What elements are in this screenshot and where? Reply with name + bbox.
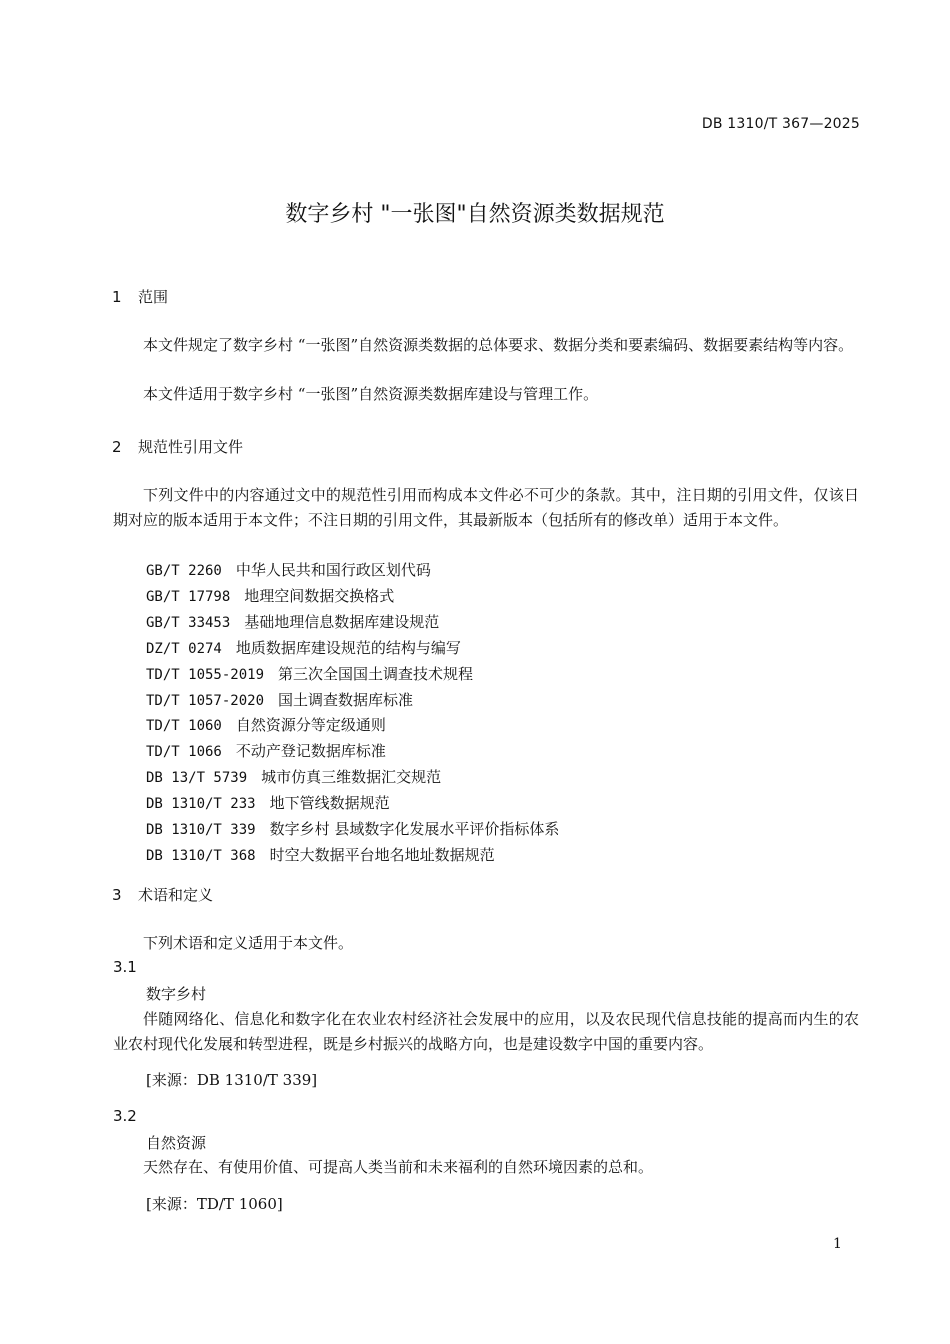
term-source: [来源：DB 1310/T 339] <box>146 1071 318 1089</box>
term-name: 数字乡村 <box>146 985 207 1003</box>
reference-code: TD/T 1057-2020 <box>146 692 265 709</box>
reference-item <box>146 713 559 739</box>
term-name: 自然资源 <box>146 1134 207 1152</box>
reference-name: 时空大数据平台地名地址数据规范 <box>269 845 495 864</box>
reference-code: DB 1310/T 233 <box>146 796 256 813</box>
reference-code: GB/T 17798 <box>146 588 231 605</box>
page-number: 1 <box>833 1236 842 1252</box>
reference-name: 基础地理信息数据库建设规范 <box>244 612 440 631</box>
page-title: 数字乡村 "一张图"自然资源类数据规范 <box>285 202 665 227</box>
terms-intro-paragraph: 下列术语和定义适用于本文件。 <box>143 934 354 952</box>
scope-paragraph-1: 本文件规定了数字乡村 “一张图”自然资源类数据的总体要求、数据分类和要素编码、数据要素结构等内容。 <box>143 336 854 354</box>
section-title: 规范性引用文件 <box>138 438 244 456</box>
scope-paragraph-2: 本文件适用于数字乡村 “一张图”自然资源类数据库建设与管理工作。 <box>143 385 599 403</box>
section-number: 2 <box>112 438 122 456</box>
reference-list <box>146 558 559 869</box>
reference-item <box>146 765 559 791</box>
reference-name: 国土调查数据库标准 <box>278 690 414 709</box>
reference-item <box>146 662 559 688</box>
section-title: 范围 <box>138 288 169 306</box>
reference-name: 数字乡村 县域数字化发展水平评价指标体系 <box>269 820 560 839</box>
reference-item <box>146 610 559 636</box>
section-heading-normative-references <box>112 436 243 457</box>
clause-number: 3.2 <box>113 1107 137 1125</box>
reference-name: 中华人民共和国行政区划代码 <box>235 561 431 579</box>
reference-code: TD/T 1066 <box>146 744 222 761</box>
reference-name: 不动产登记数据库标准 <box>235 742 386 761</box>
term-source: [来源：TD/T 1060] <box>146 1195 283 1213</box>
reference-code: DB 1310/T 339 <box>146 822 256 839</box>
reference-code: GB/T 33453 <box>146 614 231 631</box>
reference-item <box>146 791 559 817</box>
reference-name: 自然资源分等定级通则 <box>235 716 386 735</box>
references-intro-paragraph: 下列文件中的内容通过文中的规范性引用而构成本文件必不可少的条款。其中，注日期的引用文件，仅该日期对应的版本适用于本文件；不注日期的引用文件，其最新版本（包括所有的修改单）适用于本文件。 <box>113 486 859 529</box>
reference-item <box>146 843 559 869</box>
section-title: 术语和定义 <box>138 886 214 904</box>
reference-code: DB 1310/T 368 <box>146 847 256 864</box>
section-heading-scope <box>112 286 168 307</box>
term-definition: 伴随网络化、信息化和数字化在农业农村经济社会发展中的应用，以及农民现代信息技能的提高而内生的农业农村现代化发展和转型进程，既是乡村振兴的战略方向，也是建设数字中国的重要内容。 <box>113 1010 859 1053</box>
section-heading-terms <box>112 884 213 905</box>
document-code: DB 1310/T 367—2025 <box>701 116 860 132</box>
reference-item <box>146 817 559 843</box>
reference-code: TD/T 1060 <box>146 718 222 735</box>
reference-code: TD/T 1055-2019 <box>146 666 265 683</box>
reference-item <box>146 636 559 662</box>
clause-number: 3.1 <box>113 958 137 976</box>
reference-name: 地下管线数据规范 <box>269 794 390 813</box>
reference-item <box>146 558 559 584</box>
term-definition: 天然存在、有使用价值、可提高人类当前和未来福利的自然环境因素的总和。 <box>143 1158 654 1176</box>
reference-name: 城市仿真三维数据汇交规范 <box>261 768 442 787</box>
reference-item <box>146 688 559 714</box>
reference-name: 地质数据库建设规范的结构与编写 <box>235 638 461 657</box>
reference-item <box>146 584 559 610</box>
section-number: 3 <box>112 886 122 904</box>
reference-code: DB 13/T 5739 <box>146 770 248 787</box>
reference-item <box>146 739 559 765</box>
reference-name: 地理空间数据交换格式 <box>244 586 395 605</box>
reference-name: 第三次全国国土调查技术规程 <box>278 664 474 683</box>
reference-code: DZ/T 0274 <box>146 640 222 657</box>
section-number: 1 <box>112 288 122 306</box>
reference-code: GB/T 2260 <box>146 563 222 579</box>
